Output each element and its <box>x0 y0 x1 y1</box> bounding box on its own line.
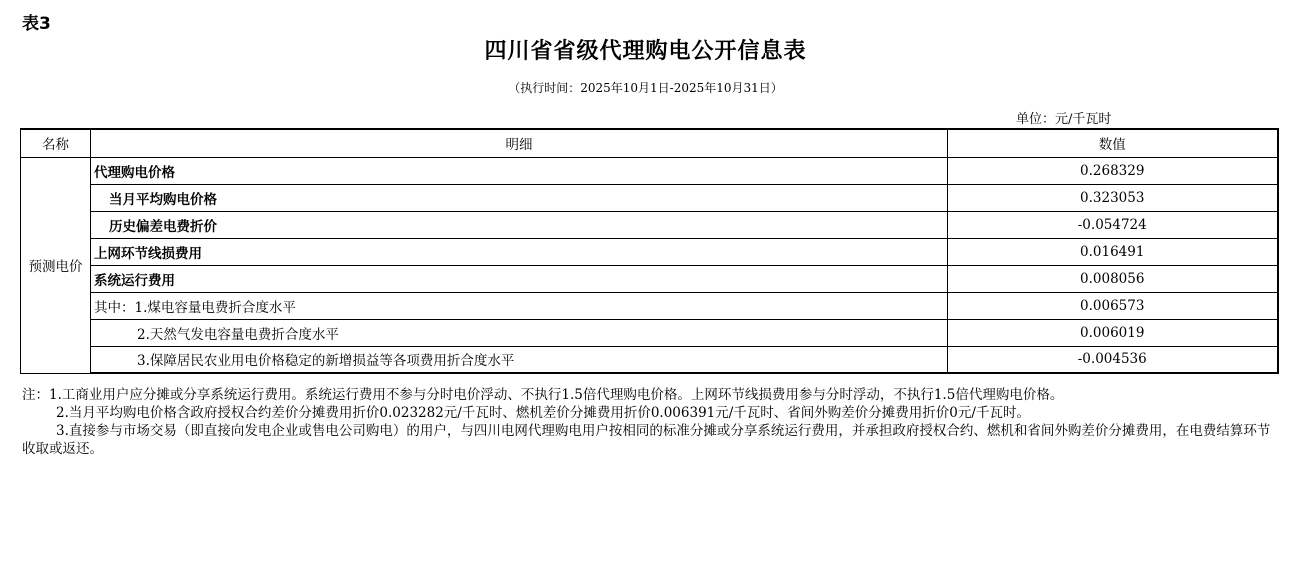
row-value: -0.054724 <box>948 211 1278 238</box>
row-value: 0.008056 <box>948 265 1278 292</box>
table-row <box>21 292 1278 319</box>
row-value: -0.004536 <box>948 346 1278 373</box>
notes <box>22 386 1272 458</box>
table-row <box>21 211 1278 238</box>
row-value: 0.268329 <box>948 157 1278 184</box>
unit-label: 单位：元/千瓦时 <box>1016 112 1112 127</box>
note-2: 2.当月平均购电价格含政府授权合约差价分摊费用折价0.023282元/千瓦时、燃机差价分摊费用折价0.006391元/千瓦时、省间外购差价分摊费用折价0元/千瓦时。 <box>56 405 1030 421</box>
category-cell: 预测电价 <box>21 157 91 373</box>
note-3: 3.直接参与市场交易（即直接向发电企业或售电公司购电）的用户，与四川电网代理购电用户按相同的标准分摊或分享系统运行费用，并承担政府授权合约、燃机和省间外购差价分摊费用，在电费结算环节收取或返还。 <box>22 423 1271 457</box>
table-row <box>21 157 1278 184</box>
table-label: 表3 <box>22 14 51 34</box>
row-label: 代理购电价格 <box>91 157 948 184</box>
table-row <box>21 238 1278 265</box>
table-header-row <box>21 129 1278 157</box>
row-value: 0.006019 <box>948 319 1278 346</box>
row-value: 0.323053 <box>948 184 1278 211</box>
row-label: 2.天然气发电容量电费折合度水平 <box>91 319 948 346</box>
row-value: 0.006573 <box>948 292 1278 319</box>
header-value: 数值 <box>948 129 1278 157</box>
page-title: 四川省省级代理购电公开信息表 <box>484 38 807 64</box>
row-label: 3.保障居民农业用电价格稳定的新增损益等各项费用折合度水平 <box>91 346 948 373</box>
row-label: 系统运行费用 <box>91 265 948 292</box>
header-detail: 明细 <box>91 129 948 157</box>
note-1: 注：1.工商业用户应分摊或分享系统运行费用。系统运行费用不参与分时电价浮动、不执行1.5倍代理购电价格。上网环节线损费用参与分时浮动，不执行1.5倍代理购电价格。 <box>22 387 1064 403</box>
row-label: 当月平均购电价格 <box>91 184 948 211</box>
header-name: 名称 <box>21 129 91 157</box>
row-label: 其中：1.煤电容量电费折合度水平 <box>91 292 948 319</box>
table-row <box>21 346 1278 373</box>
table-row <box>21 265 1278 292</box>
price-table <box>20 128 1279 374</box>
row-label: 历史偏差电费折价 <box>91 211 948 238</box>
table-row <box>21 319 1278 346</box>
row-value: 0.016491 <box>948 238 1278 265</box>
execution-period: （执行时间：2025年10月1日-2025年10月31日） <box>508 81 783 95</box>
table-row <box>21 184 1278 211</box>
row-label: 上网环节线损费用 <box>91 238 948 265</box>
